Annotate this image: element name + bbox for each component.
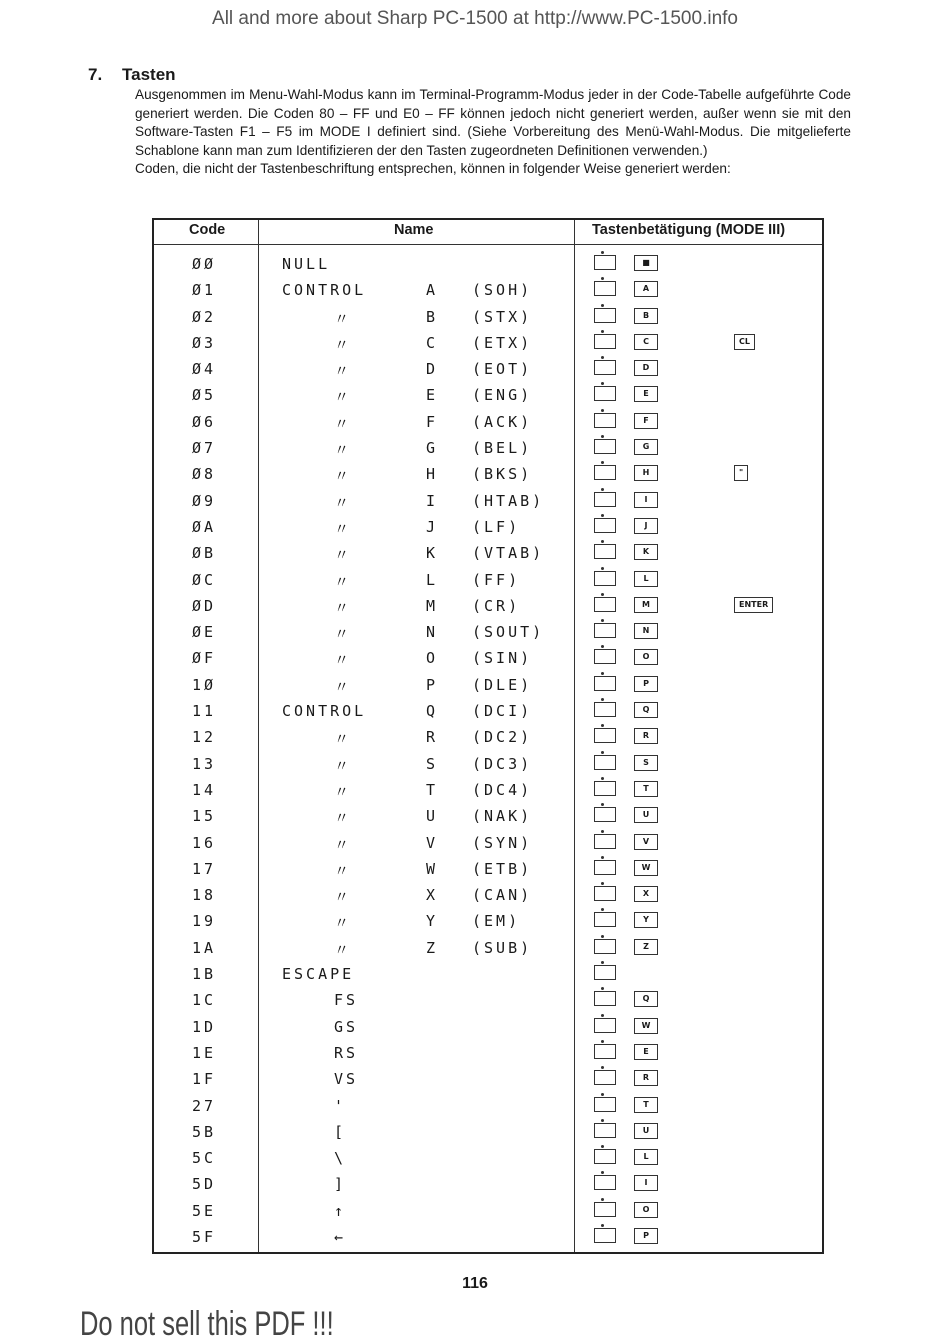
- cell-code: 1E: [192, 1043, 217, 1062]
- table-row: [154, 1120, 822, 1146]
- table-row: [154, 752, 822, 778]
- cell-code: Ø9: [192, 491, 217, 510]
- modifier-key-icon: [594, 1202, 616, 1217]
- key-cap: T: [634, 1097, 658, 1113]
- table-row: [154, 331, 822, 357]
- modifier-key-icon: [594, 860, 616, 875]
- section-heading: Tasten: [122, 65, 176, 84]
- key-cap: X: [634, 886, 658, 902]
- key-cap: S: [634, 755, 658, 771]
- code-table: [152, 218, 824, 1254]
- modifier-key-icon: [594, 965, 616, 980]
- modifier-key-icon: [594, 571, 616, 586]
- cell-code: 12: [192, 728, 217, 747]
- section-number: 7.: [88, 65, 103, 84]
- cell-code: 1F: [192, 1070, 217, 1089]
- cell-code: Ø5: [192, 386, 217, 405]
- cell-sub: ↑: [334, 1201, 347, 1220]
- cell-letter: Z: [426, 938, 439, 957]
- key-cap: O: [634, 649, 658, 665]
- table-row: [154, 673, 822, 699]
- modifier-key-icon: [594, 281, 616, 296]
- key-cap: R: [634, 1070, 658, 1086]
- table-row: [154, 1041, 822, 1067]
- table-row: [154, 988, 822, 1014]
- cell-sub: 〃: [334, 835, 353, 854]
- cell-control: (DCI): [472, 702, 533, 721]
- cell-control: (SOH): [472, 281, 533, 300]
- cell-sub: 〃: [334, 809, 353, 828]
- cell-code: Ø6: [192, 412, 217, 431]
- cell-code: ØØ: [192, 255, 217, 273]
- cell-code: 11: [192, 702, 217, 721]
- cell-code: Ø7: [192, 439, 217, 458]
- cell-control: (DC2): [472, 728, 533, 747]
- key-cap: E: [634, 1044, 658, 1060]
- cell-letter: H: [426, 465, 439, 484]
- cell-control: (ACK): [472, 412, 533, 431]
- key-cap: B: [634, 308, 658, 324]
- cell-control: (SUB): [472, 938, 533, 957]
- table-row: [154, 436, 822, 462]
- cell-sub: 〃: [334, 888, 353, 907]
- table-row: [154, 252, 822, 278]
- table-row: [154, 541, 822, 567]
- cell-code: Ø3: [192, 333, 217, 352]
- cell-letter: K: [426, 544, 439, 563]
- cell-name: CONTROL: [282, 281, 367, 300]
- cell-sub: 〃: [334, 730, 353, 749]
- cell-control: (DLE): [472, 675, 533, 694]
- table-row: [154, 1146, 822, 1172]
- key-cap: E: [634, 386, 658, 402]
- key-cap: V: [634, 834, 658, 850]
- key-cap: I: [634, 1175, 658, 1191]
- header-code: Code: [189, 222, 226, 238]
- key-cap: W: [634, 860, 658, 876]
- cell-letter: U: [426, 807, 439, 826]
- cell-code: Ø8: [192, 465, 217, 484]
- cell-control: (CR): [472, 596, 521, 615]
- modifier-key-icon: [594, 676, 616, 691]
- table-row: [154, 620, 822, 646]
- modifier-key-icon: [594, 360, 616, 375]
- key-cap: U: [634, 1123, 658, 1139]
- cell-letter: Q: [426, 702, 439, 721]
- cell-sub: 〃: [334, 519, 353, 538]
- key-cap: Y: [634, 912, 658, 928]
- cell-letter: W: [426, 859, 439, 878]
- key-cap: U: [634, 807, 658, 823]
- cell-code: 1B: [192, 965, 217, 984]
- cell-letter: B: [426, 307, 439, 326]
- extra-key-cap: CL: [734, 334, 755, 350]
- modifier-key-icon: [594, 492, 616, 507]
- key-cap: G: [634, 439, 658, 455]
- table-row: [154, 594, 822, 620]
- table-row: [154, 725, 822, 751]
- table-row: [154, 305, 822, 331]
- key-cap: T: [634, 781, 658, 797]
- modifier-key-icon: [594, 807, 616, 822]
- cell-control: (DC3): [472, 754, 533, 773]
- cell-control: (CAN): [472, 886, 533, 905]
- key-cap: F: [634, 413, 658, 429]
- modifier-key-icon: [594, 1097, 616, 1112]
- modifier-key-icon: [594, 702, 616, 717]
- table-row: [154, 357, 822, 383]
- modifier-key-icon: [594, 1175, 616, 1190]
- cell-sub: 〃: [334, 861, 353, 880]
- cell-sub: 〃: [334, 598, 353, 617]
- cell-sub: 〃: [334, 414, 353, 433]
- table-row: [154, 1225, 822, 1251]
- cell-control: (BKS): [472, 465, 533, 484]
- key-cap: ■: [634, 255, 658, 271]
- cell-code: Ø4: [192, 360, 217, 379]
- table-row: [154, 1199, 822, 1225]
- cell-code: Ø2: [192, 307, 217, 326]
- cell-name: ESCAPE: [282, 965, 355, 984]
- modifier-key-icon: [594, 623, 616, 638]
- cell-control: (ETX): [472, 333, 533, 352]
- section-title: [88, 65, 176, 85]
- cell-control: (EOT): [472, 360, 533, 379]
- cell-control: (DC4): [472, 780, 533, 799]
- cell-control: (VTAB): [472, 544, 545, 563]
- cell-code: 19: [192, 912, 217, 931]
- cell-code: ØB: [192, 544, 217, 563]
- table-row: [154, 278, 822, 304]
- modifier-key-icon: [594, 255, 616, 270]
- modifier-key-icon: [594, 334, 616, 349]
- table-row: [154, 568, 822, 594]
- modifier-key-icon: [594, 1070, 616, 1085]
- modifier-key-icon: [594, 834, 616, 849]
- cell-sub: 〃: [334, 782, 353, 801]
- cell-code: ØE: [192, 623, 217, 642]
- cell-name: CONTROL: [282, 702, 367, 721]
- cell-sub: 〃: [334, 467, 353, 486]
- cell-code: 5B: [192, 1122, 217, 1141]
- cell-letter: Y: [426, 912, 439, 931]
- modifier-key-icon: [594, 649, 616, 664]
- modifier-key-icon: [594, 308, 616, 323]
- cell-code: 13: [192, 754, 217, 773]
- key-cap: O: [634, 1202, 658, 1218]
- modifier-key-icon: [594, 939, 616, 954]
- table-row: [154, 699, 822, 725]
- key-cap: Z: [634, 939, 658, 955]
- cell-sub: 〃: [334, 677, 353, 696]
- modifier-key-icon: [594, 439, 616, 454]
- cell-letter: G: [426, 439, 439, 458]
- cell-code: 5D: [192, 1175, 217, 1194]
- cell-control: (ETB): [472, 859, 533, 878]
- modifier-key-icon: [594, 1228, 616, 1243]
- header-name: Name: [394, 222, 434, 238]
- table-body: [154, 252, 822, 1251]
- cell-sub: [: [334, 1122, 347, 1141]
- modifier-key-icon: [594, 1018, 616, 1033]
- key-cap: I: [634, 492, 658, 508]
- cell-letter: D: [426, 360, 439, 379]
- key-cap: W: [634, 1018, 658, 1034]
- table-row: [154, 831, 822, 857]
- key-cap: C: [634, 334, 658, 350]
- table-row: [154, 515, 822, 541]
- intro-text: [135, 86, 851, 179]
- cell-letter: A: [426, 281, 439, 300]
- key-cap: J: [634, 518, 658, 534]
- key-cap: P: [634, 1228, 658, 1244]
- key-cap: N: [634, 623, 658, 639]
- modifier-key-icon: [594, 386, 616, 401]
- cell-sub: GS: [334, 1017, 359, 1036]
- modifier-key-icon: [594, 728, 616, 743]
- modifier-key-icon: [594, 912, 616, 927]
- cell-control: (EM): [472, 912, 521, 931]
- header-keys: Tastenbetätigung (MODE III): [592, 222, 786, 238]
- cell-code: 17: [192, 859, 217, 878]
- cell-sub: RS: [334, 1043, 359, 1062]
- cell-letter: R: [426, 728, 439, 747]
- table-row: [154, 883, 822, 909]
- modifier-key-icon: [594, 781, 616, 796]
- modifier-key-icon: [594, 544, 616, 559]
- table-row: [154, 383, 822, 409]
- cell-sub: 〃: [334, 756, 353, 775]
- cell-code: ØC: [192, 570, 217, 589]
- table-row: [154, 936, 822, 962]
- key-cap: K: [634, 544, 658, 560]
- modifier-key-icon: [594, 518, 616, 533]
- cell-letter: S: [426, 754, 439, 773]
- cell-sub: 〃: [334, 651, 353, 670]
- cell-sub: 〃: [334, 388, 353, 407]
- cell-sub: VS: [334, 1070, 359, 1089]
- cell-sub: ]: [334, 1175, 347, 1194]
- cell-control: (STX): [472, 307, 533, 326]
- cell-sub: 〃: [334, 940, 353, 959]
- cell-letter: O: [426, 649, 439, 668]
- modifier-key-icon: [594, 886, 616, 901]
- cell-sub: 〃: [334, 914, 353, 933]
- table-row: [154, 646, 822, 672]
- cell-code: ØD: [192, 596, 217, 615]
- cell-sub: 〃: [334, 572, 353, 591]
- cell-letter: P: [426, 675, 439, 694]
- cell-sub: 〃: [334, 309, 353, 328]
- modifier-key-icon: [594, 1123, 616, 1138]
- cell-code: 1C: [192, 991, 217, 1010]
- key-cap: R: [634, 728, 658, 744]
- table-row: [154, 804, 822, 830]
- key-cap: Q: [634, 702, 658, 718]
- cell-sub: 〃: [334, 625, 353, 644]
- cell-sub: 〃: [334, 362, 353, 381]
- key-cap: D: [634, 360, 658, 376]
- table-row: [154, 1172, 822, 1198]
- cell-sub: \: [334, 1149, 347, 1168]
- modifier-key-icon: [594, 1044, 616, 1059]
- table-row: [154, 489, 822, 515]
- page-header: All and more about Sharp PC-1500 at http://www.PC-1500.info: [212, 8, 738, 29]
- cell-sub: ': [334, 1096, 347, 1115]
- table-header-rule: [154, 244, 822, 245]
- key-cap: A: [634, 281, 658, 297]
- cell-sub: 〃: [334, 441, 353, 460]
- cell-letter: I: [426, 491, 439, 510]
- cell-control: (SYN): [472, 833, 533, 852]
- key-cap: L: [634, 1149, 658, 1165]
- cell-sub: 〃: [334, 546, 353, 565]
- cell-code: 14: [192, 780, 217, 799]
- table-row: [154, 857, 822, 883]
- cell-code: 15: [192, 807, 217, 826]
- key-cap: H: [634, 465, 658, 481]
- cell-letter: V: [426, 833, 439, 852]
- cell-sub: 〃: [334, 493, 353, 512]
- cell-letter: J: [426, 517, 439, 536]
- cell-name: NULL: [282, 255, 331, 273]
- cell-code: 1Ø: [192, 675, 217, 694]
- modifier-key-icon: [594, 413, 616, 428]
- cell-control: (NAK): [472, 807, 533, 826]
- extra-key-cap: ": [734, 465, 748, 481]
- cell-code: 18: [192, 886, 217, 905]
- cell-control: (SIN): [472, 649, 533, 668]
- cell-letter: L: [426, 570, 439, 589]
- cell-control: (SOUT): [472, 623, 545, 642]
- table-row: [154, 778, 822, 804]
- key-cap: P: [634, 676, 658, 692]
- cell-code: ØF: [192, 649, 217, 668]
- modifier-key-icon: [594, 465, 616, 480]
- modifier-key-icon: [594, 991, 616, 1006]
- modifier-key-icon: [594, 597, 616, 612]
- modifier-key-icon: [594, 755, 616, 770]
- extra-key-cap: ENTER: [734, 597, 773, 613]
- cell-code: 5C: [192, 1149, 217, 1168]
- table-row: [154, 1015, 822, 1041]
- footer-watermark: Do not sell this PDF !!!: [80, 1305, 334, 1343]
- cell-sub: ←: [334, 1227, 347, 1246]
- cell-letter: T: [426, 780, 439, 799]
- cell-letter: E: [426, 386, 439, 405]
- cell-control: (FF): [472, 570, 521, 589]
- cell-control: (ENG): [472, 386, 533, 405]
- cell-code: Ø1: [192, 281, 217, 300]
- cell-code: 16: [192, 833, 217, 852]
- cell-sub: FS: [334, 991, 359, 1010]
- table-row: [154, 962, 822, 988]
- table-row: [154, 909, 822, 935]
- cell-code: 1D: [192, 1017, 217, 1036]
- cell-letter: X: [426, 886, 439, 905]
- cell-letter: N: [426, 623, 439, 642]
- page-number: 116: [462, 1275, 488, 1292]
- cell-code: 1A: [192, 938, 217, 957]
- cell-control: (LF): [472, 517, 521, 536]
- cell-letter: M: [426, 596, 439, 615]
- intro-paragraph-2: Coden, die nicht der Tastenbeschriftung entsprechen, können in folgender Weise generiert werden:: [135, 161, 731, 177]
- key-cap: M: [634, 597, 658, 613]
- cell-letter: F: [426, 412, 439, 431]
- cell-code: 27: [192, 1096, 217, 1115]
- intro-paragraph-1: Ausgenommen im Menu-Wahl-Modus kann im Terminal-Programm-Modus jeder in der Code-Tabelle aufgeführte Code generiert werden. Die Coden 80 – FF und E0 – FF können jedoch nicht generiert werden, außer wenn sie mit den Software-Tasten F1 – F5 im MODE I definiert sind. (Siehe Vorbereitung des Menü-Wahl-Modus. Die mitgelieferte Schablone kann man zum Identifizieren der den Tasten zugeordneten Definitionen verwenden.): [135, 87, 851, 158]
- table-row: [154, 1094, 822, 1120]
- cell-letter: C: [426, 333, 439, 352]
- cell-code: 5E: [192, 1201, 217, 1220]
- cell-sub: 〃: [334, 335, 353, 354]
- cell-code: ØA: [192, 517, 217, 536]
- modifier-key-icon: [594, 1149, 616, 1164]
- cell-control: (HTAB): [472, 491, 545, 510]
- table-row: [154, 410, 822, 436]
- cell-control: (BEL): [472, 439, 533, 458]
- cell-code: 5F: [192, 1227, 217, 1246]
- table-row: [154, 462, 822, 488]
- table-row: [154, 1067, 822, 1093]
- key-cap: Q: [634, 991, 658, 1007]
- key-cap: L: [634, 571, 658, 587]
